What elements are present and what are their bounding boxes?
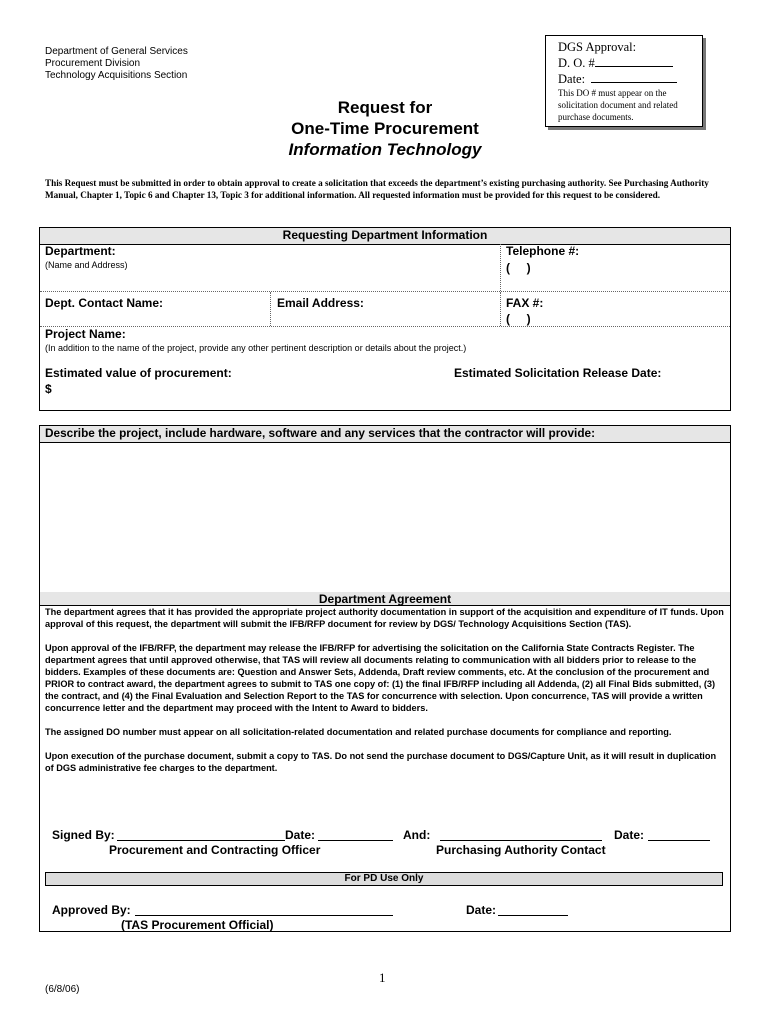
agreement-paragraph: The assigned DO number must appear on all solicitation-related documentation and related purchase documents for compliance and reporting. — [45, 727, 672, 737]
release-date-label: Estimated Solicitation Release Date: — [454, 366, 662, 380]
estimated-value-label: Estimated value of procurement: — [45, 366, 232, 380]
divider — [500, 244, 501, 291]
org-department: Department of General Services — [45, 46, 188, 57]
approved-by-field[interactable] — [135, 915, 393, 916]
title-line-2: One-Time Procurement — [291, 119, 479, 138]
agreement-text — [45, 606, 725, 786]
dgs-approval-label: DGS Approval: — [558, 40, 637, 54]
department-label: Department: — [45, 244, 116, 258]
and-label: And: — [403, 828, 431, 842]
dgs-date-field[interactable] — [591, 71, 677, 83]
project-name-label: Project Name: — [45, 327, 126, 341]
tas-official-title: (TAS Procurement Official) — [121, 918, 274, 932]
divider — [40, 291, 730, 292]
requesting-department-section — [39, 227, 731, 411]
date-field-1[interactable] — [318, 840, 393, 841]
telephone-field[interactable]: ( ) — [506, 261, 531, 275]
signed-by-field[interactable] — [117, 840, 285, 841]
org-division: Procurement Division — [45, 58, 141, 69]
divider — [500, 292, 501, 326]
date-label-1: Date: — [285, 828, 316, 842]
department-sublabel: (Name and Address) — [45, 260, 128, 270]
approved-by-label: Approved By: — [52, 903, 131, 917]
agreement-header: Department Agreement — [40, 592, 730, 605]
do-note-line-3: purchase documents. — [558, 112, 634, 122]
dgs-date-label: Date: — [558, 72, 586, 86]
contact-signature-field[interactable] — [440, 840, 602, 841]
revision-date: (6/8/06) — [45, 984, 80, 995]
project-name-sublabel: (In addition to the name of the project, provide any other pertinent description or details about the project.) — [45, 343, 467, 353]
do-number-label: D. O. # — [558, 56, 595, 70]
divider — [270, 292, 271, 326]
contact-title: Purchasing Authority Contact — [436, 843, 606, 857]
divider — [40, 326, 730, 327]
requesting-header: Requesting Department Information — [40, 228, 730, 245]
agreement-paragraph: The department agrees that it has provided the appropriate project authority documentation in support of the acquisition and expenditure of IT funds. Upon approval of this request, the department will submit the IFB/RFP document for review by DGS/ Technology Acquisitions Section (TAS). — [45, 607, 724, 629]
agreement-paragraph: Upon approval of the IFB/RFP, the department may release the IFB/RFP for advertising the solicitation on the California State Contracts Register. The department agrees that until approved otherwise, that TAS will review all documents relating to communication with all bidders prior to release to the bidders. Examples of these documents are: Question and Answer Sets, Addenda, Draft review comments, etc. At the conclusion of the procurement and PRIOR to contract award, the department agrees to submit to TAS one copy of: (1) the final IFB/RFP including all Addenda, (2) all Final Bids submitted, (3) the contract, and (4) the Final Evaluation and Selection Report to the TAS for concurrence with selection. Upon concurrence, TAS will provide a written concurrence letter and the department may proceed with the Intent to Award to bidders. — [45, 643, 716, 713]
agreement-paragraph: Upon execution of the purchase document, submit a copy to TAS. Do not send the purchase document to DGS/Capture Unit, as it will result in duplication of DGS administrative fee charges to the department. — [45, 751, 717, 773]
describe-project-section — [39, 425, 731, 593]
page-number: 1 — [379, 970, 386, 985]
fax-field[interactable]: ( ) — [506, 312, 531, 326]
date-field-2[interactable] — [648, 840, 710, 841]
date-label-2: Date: — [614, 828, 645, 842]
org-section: Technology Acquisitions Section — [45, 70, 188, 81]
email-label: Email Address: — [277, 296, 364, 310]
do-number-field[interactable] — [595, 55, 673, 67]
date-label-3: Date: — [466, 903, 497, 917]
contact-name-label: Dept. Contact Name: — [45, 296, 164, 310]
describe-project-header: Describe the project, include hardware, software and any services that the contractor will provide: — [40, 426, 730, 443]
telephone-label: Telephone #: — [506, 244, 580, 258]
officer-title: Procurement and Contracting Officer — [109, 843, 321, 857]
fax-label: FAX #: — [506, 296, 544, 310]
title-line-1: Request for — [337, 98, 433, 117]
pd-use-only-bar: For PD Use Only — [45, 872, 723, 886]
page-title — [200, 97, 570, 160]
date-field-3[interactable] — [498, 915, 568, 916]
intro-text: This Request must be submitted in order to obtain approval to create a solicitation that exceeds the department’s existing purchasing authority. See Purchasing Authority Manual, Chapter 1, Topic 6 and Chapter 13, Topic 3 for additional information. All requested information must be provided for this request to be considered. — [45, 178, 709, 200]
department-field[interactable] — [45, 272, 495, 290]
agreement-header-box — [39, 592, 731, 606]
title-line-3: Information Technology — [288, 140, 482, 159]
do-note-line-2: solicitation document and related — [558, 100, 678, 110]
signed-by-label: Signed By: — [52, 828, 115, 842]
do-note-line-1: This DO # must appear on the — [558, 88, 667, 98]
estimated-value-field[interactable]: $ — [45, 382, 52, 396]
describe-project-field[interactable] — [40, 443, 730, 591]
